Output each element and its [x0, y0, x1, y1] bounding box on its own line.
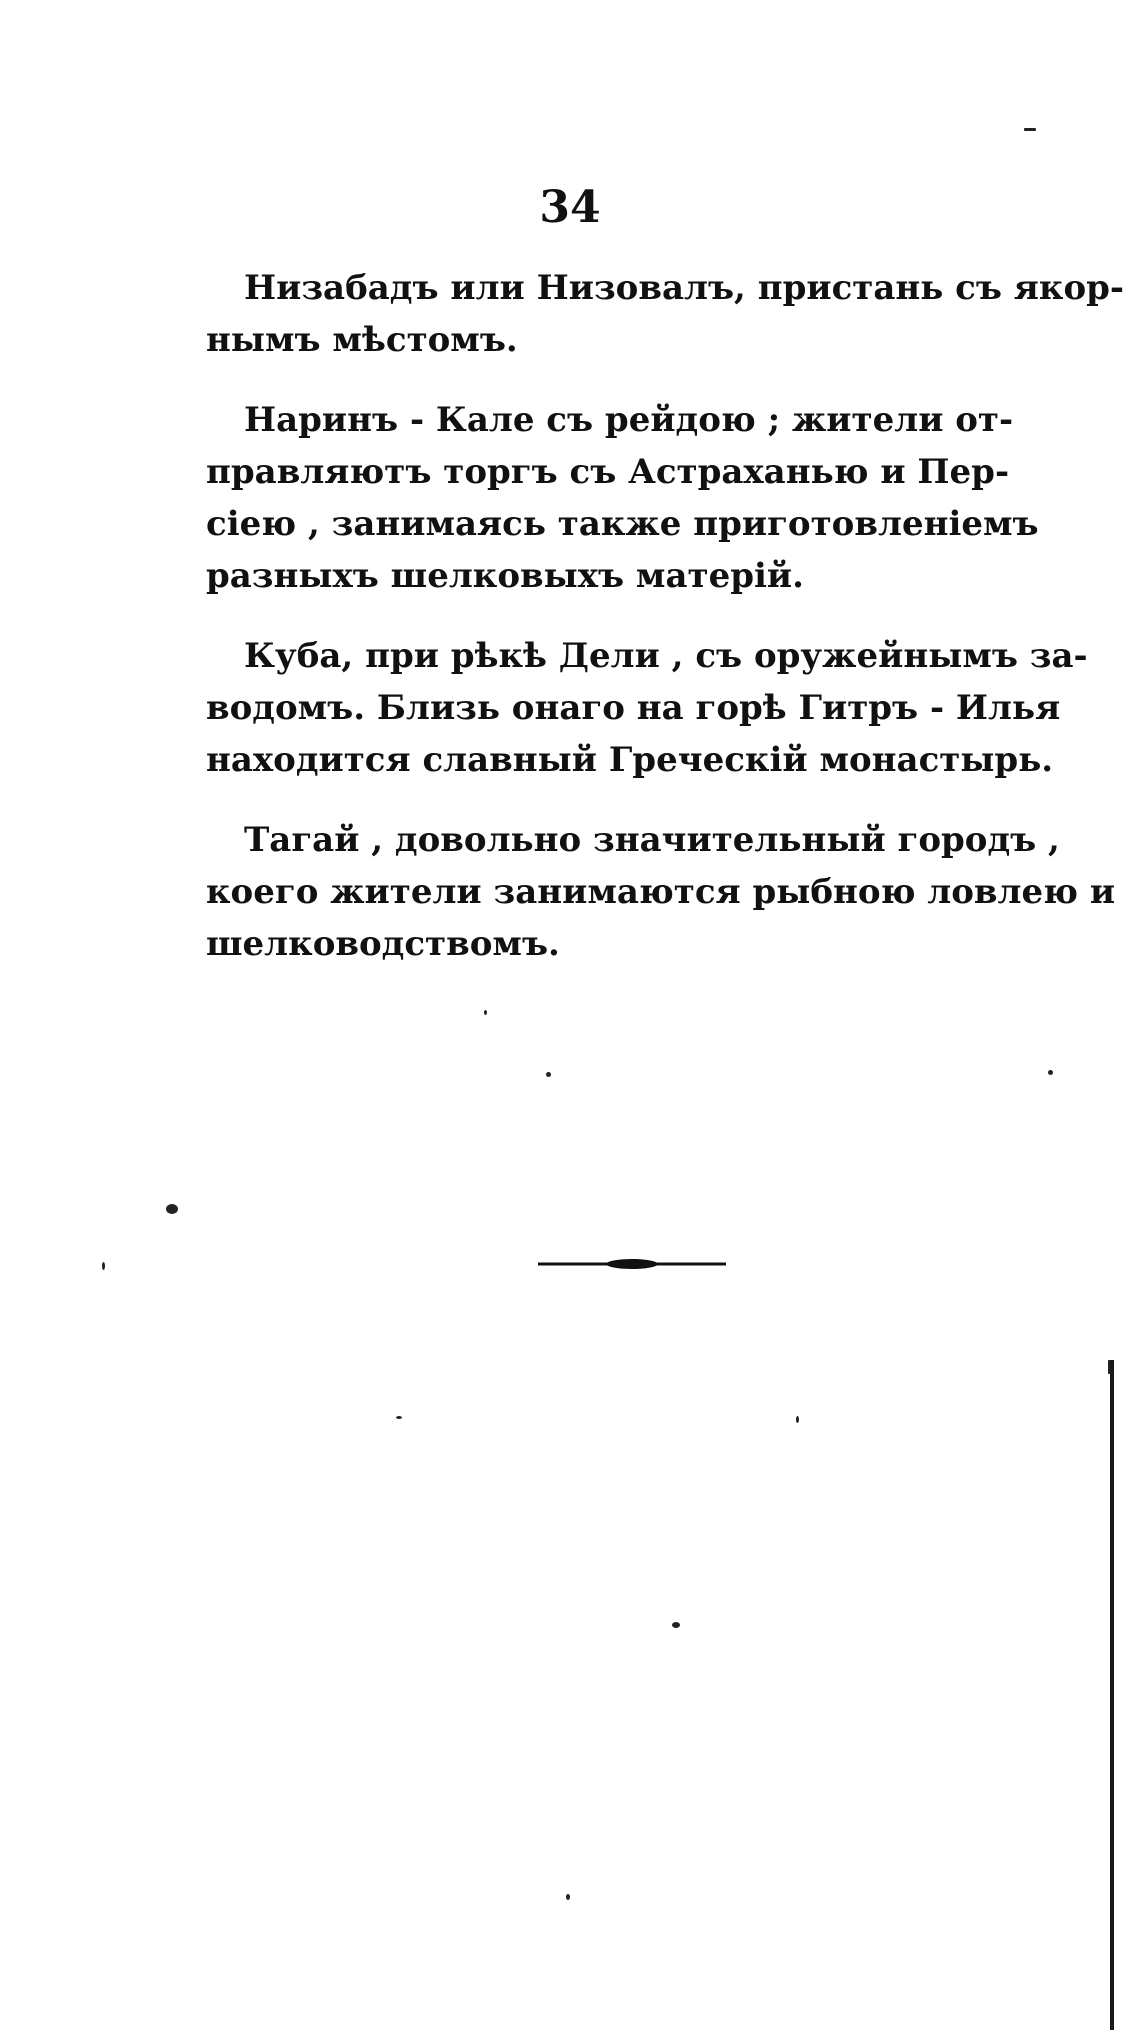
ink-speck	[566, 1894, 570, 1900]
ink-speck	[166, 1204, 178, 1214]
paragraph-tagai	[206, 814, 1116, 970]
paragraph-nizabad	[206, 262, 1125, 366]
paragraph-line: Наринъ - Кале съ рейдою ; жители от-	[244, 400, 1014, 440]
ink-speck	[1048, 1070, 1053, 1075]
paragraph-line: Куба, при рѣкѣ Дели , съ оружейнымъ за-	[244, 636, 1088, 676]
paragraph-kuba	[206, 630, 1088, 786]
paragraph-line: шелководствомъ.	[206, 924, 560, 964]
paragraph-line: разныхъ шелковыхъ матерій.	[206, 556, 804, 596]
paragraph-line: Тагай , довольно значительный городъ ,	[244, 820, 1060, 860]
ink-speck	[1024, 128, 1036, 131]
ink-speck	[484, 1010, 487, 1015]
decorative-rule-icon	[538, 1254, 726, 1274]
paragraph-line: сіею , занимаясь также приготовленіемъ	[206, 504, 1039, 544]
page-number: 34	[539, 182, 601, 233]
ink-speck	[396, 1416, 402, 1419]
paragraph-line: коего жители занимаются рыбною ловлею и	[206, 872, 1116, 912]
paragraph-line: находится славный Греческій монастырь.	[206, 740, 1054, 780]
ink-speck	[796, 1416, 799, 1423]
ink-speck	[102, 1262, 105, 1270]
paragraph-line: Низабадъ или Низовалъ, пристань съ якор-	[244, 268, 1125, 308]
paragraph-line: правляютъ торгъ съ Астраханью и Пер-	[206, 452, 1010, 492]
page-edge-line	[1110, 1360, 1114, 2030]
ink-speck	[546, 1072, 551, 1077]
paragraph-line: водомъ. Близь онаго на горѣ Гитръ - Илья	[206, 688, 1061, 728]
paragraph-line: нымъ мѣстомъ.	[206, 320, 518, 360]
text-block	[206, 262, 1125, 998]
ink-speck	[672, 1622, 680, 1628]
paragraph-narin-kale	[206, 394, 1078, 602]
